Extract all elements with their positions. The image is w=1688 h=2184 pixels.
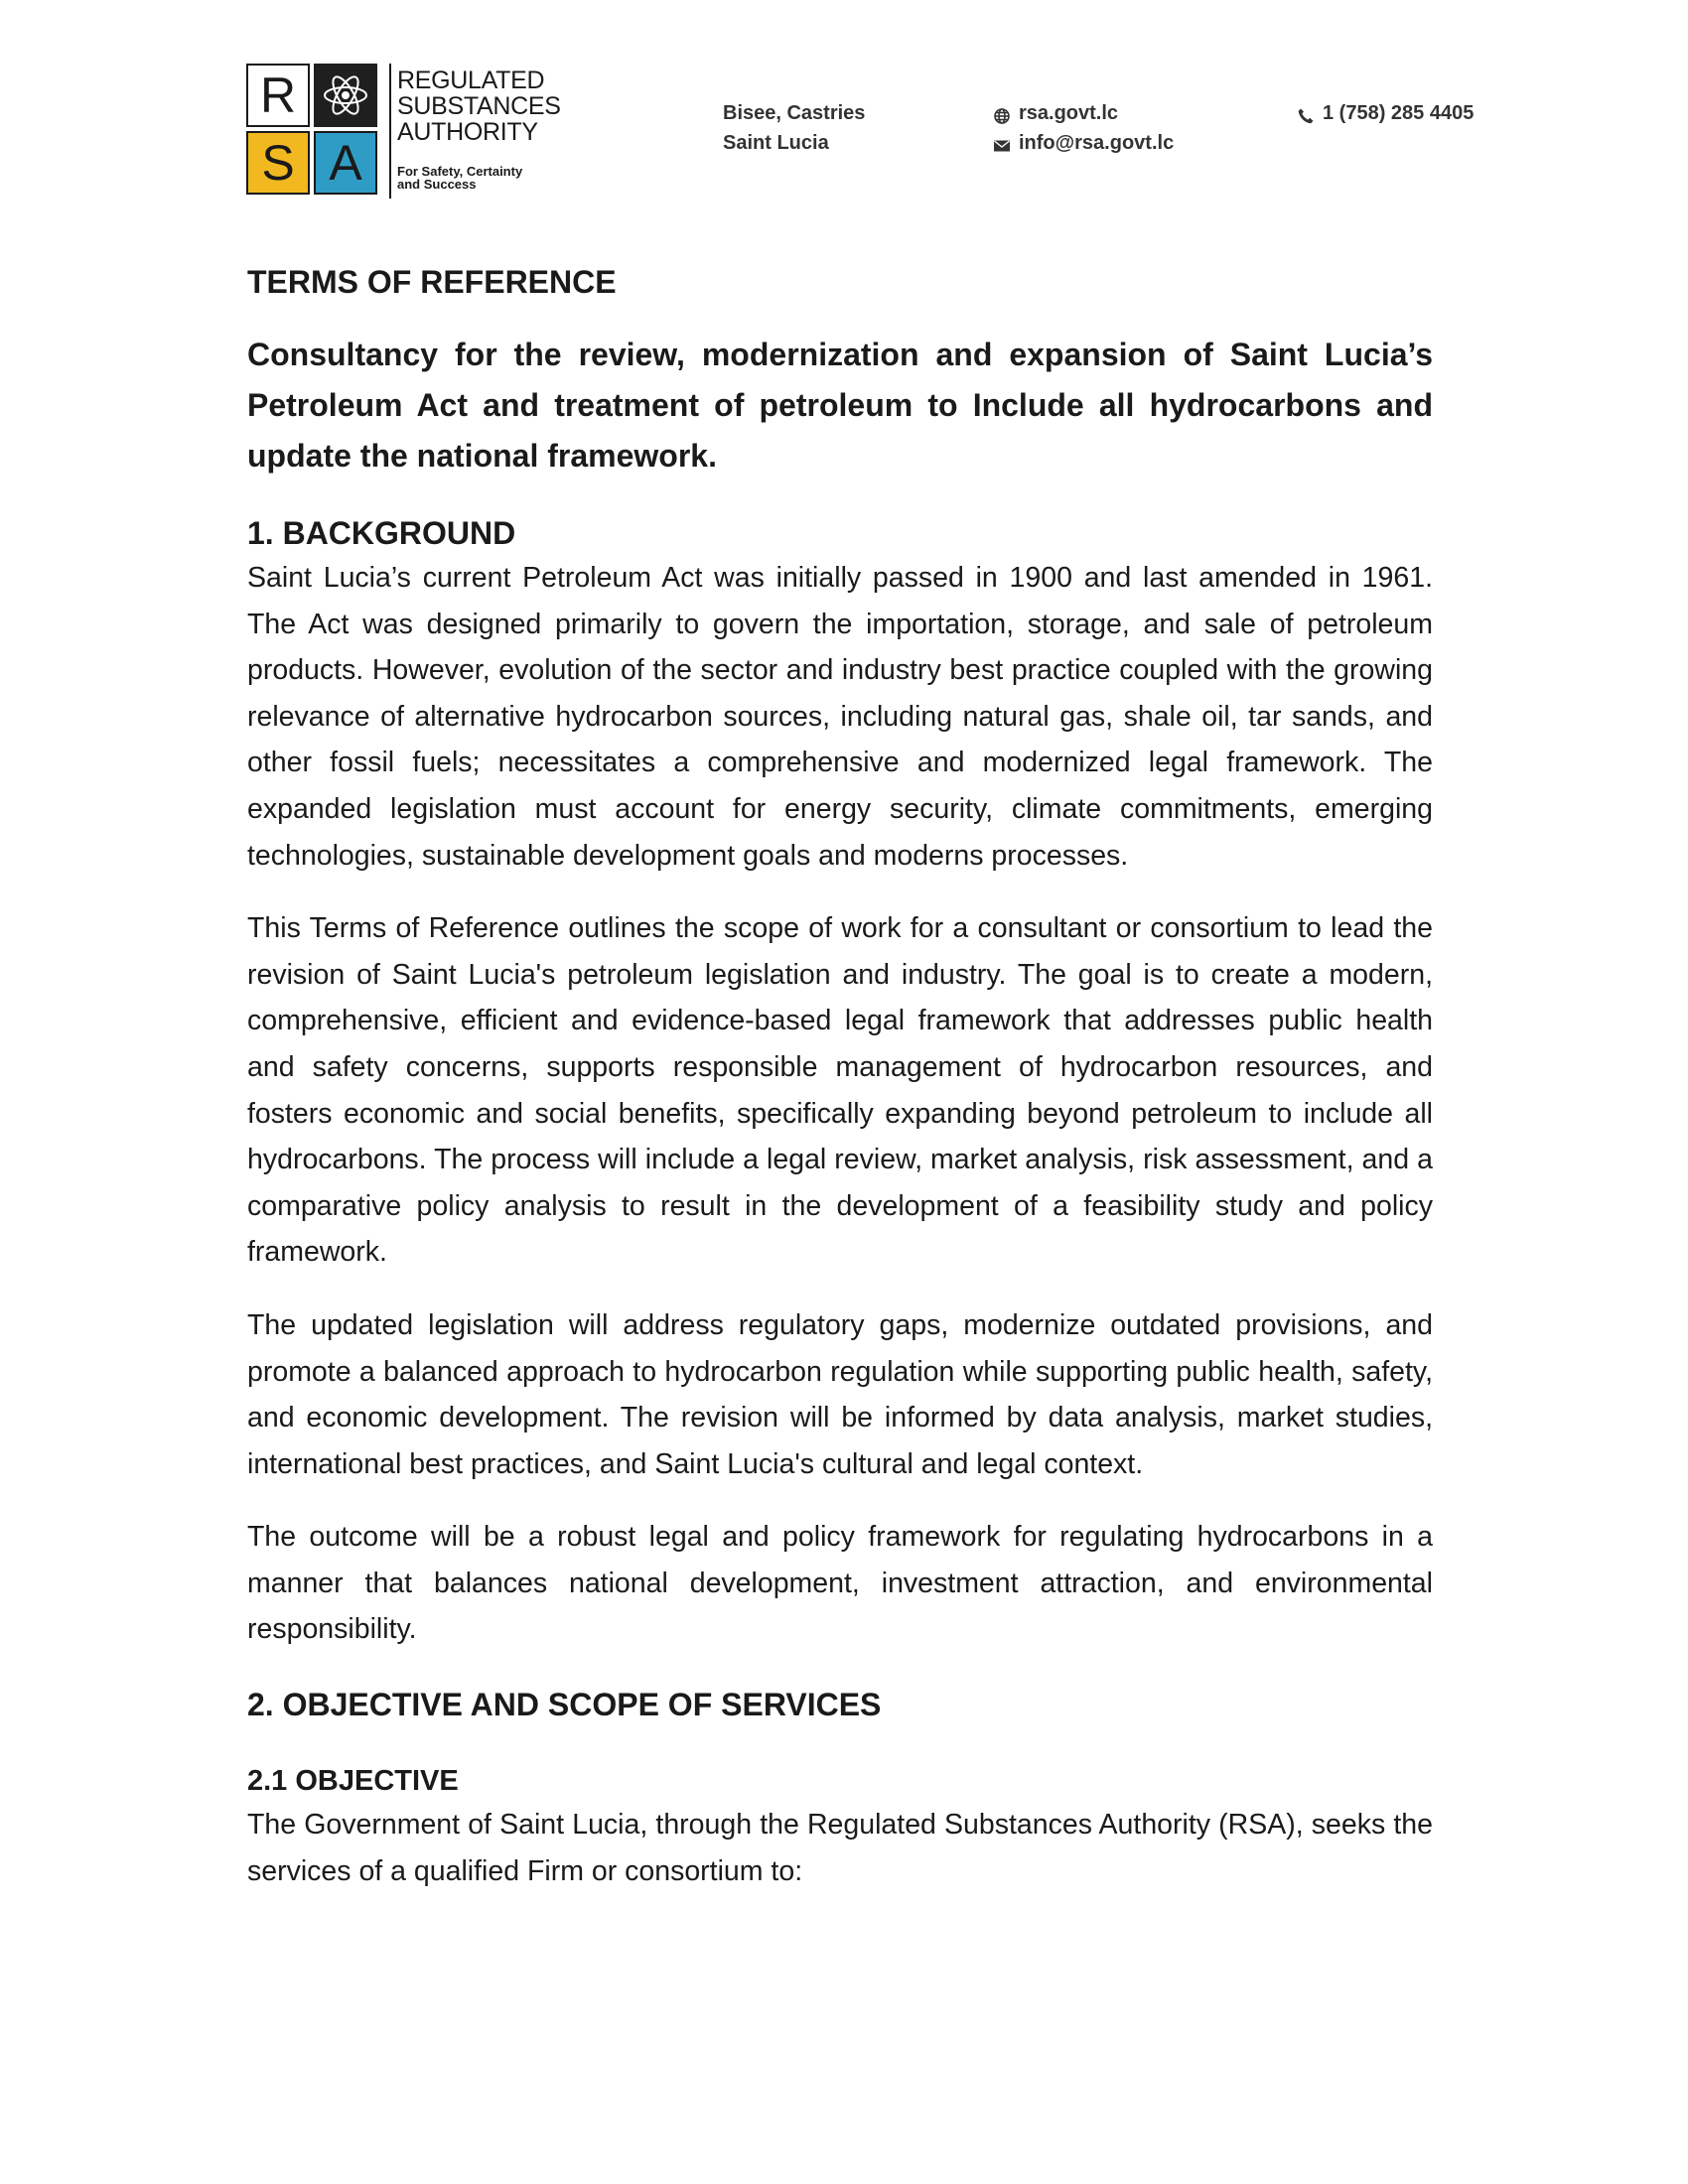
paragraph: The Government of Saint Lucia, through the Regulated Substances Authority (RSA), seeks the services of a qualified Firm or consortium to: — [247, 1809, 1433, 1887]
org-name-line: SUBSTANCES — [397, 92, 561, 120]
rsa-logo — [246, 64, 564, 199]
logo-letter-s: S — [246, 131, 310, 195]
logo-letter-r: R — [246, 64, 310, 127]
phone-row[interactable] — [1297, 98, 1474, 128]
globe-icon — [993, 104, 1011, 122]
org-name-line: REGULATED — [397, 67, 545, 94]
email-row[interactable] — [993, 128, 1174, 158]
document-title: TERMS OF REFERENCE — [247, 264, 617, 300]
address-line: Bisee, Castries — [723, 102, 866, 124]
paragraph: This Terms of Reference outlines the scope of work for a consultant or consortium to lead the revision of Saint Lucia's petroleum legislation and industry. The goal is to create a modern, comprehensive, efficient and evidence-based legal framework that addresses public health and safety concerns, supports responsible management of hydrocarbon resources, and fosters economic and social benefits, specifically expanding beyond petroleum to include all hydrocarbons. The process will include a legal review, market analysis, risk assessment, and a comparative policy analysis to result in the development of a feasibility study and policy framework. — [247, 912, 1433, 1269]
section-heading: 2. OBJECTIVE AND SCOPE OF SERVICES — [247, 1687, 882, 1723]
paragraph: The outcome will be a robust legal and policy framework for regulating hydrocarbons in a manner that balances national development, investment attraction, and environmental responsibility. — [247, 1521, 1433, 1646]
background-section — [247, 511, 1433, 1653]
website-row[interactable] — [993, 98, 1174, 128]
address-line: Saint Lucia — [723, 132, 829, 154]
document-subtitle: Consultancy for the review, modernization and expansion of Saint Lucia’s Petroleum Act and treatment of petroleum to Include all hydrocarbons and update the national framework. — [247, 337, 1433, 474]
letterhead — [0, 0, 1688, 218]
envelope-icon — [993, 134, 1011, 152]
phone-icon — [1297, 104, 1315, 122]
document-body — [247, 260, 1433, 1894]
org-name — [397, 68, 561, 145]
subsection-heading: 2.1 OBJECTIVE — [247, 1765, 459, 1798]
email-link[interactable]: info@rsa.govt.lc — [1019, 132, 1175, 154]
objective-section — [247, 1683, 1433, 1894]
paragraph: Saint Lucia’s current Petroleum Act was initially passed in 1900 and last amended in 1961. The Act was designed primarily to govern the importation, storage, and sale of petroleum products. However, evolution of the sector and industry best practice coupled with the growing relevance of alternative hydrocarbon sources, including natural gas, shale oil, tar sands, and other fossil fuels; necessitates a comprehensive and modernized legal framework. The expanded legislation must account for energy security, climate commitments, emerging technologies, sustainable development goals and moderns processes. — [247, 562, 1433, 872]
phone-block — [1297, 98, 1474, 128]
website-link[interactable]: rsa.govt.lc — [1019, 102, 1119, 124]
logo-divider — [389, 64, 391, 199]
atom-icon — [314, 64, 377, 127]
org-tagline: For Safety, Certainty and Success — [397, 164, 523, 192]
logo-letter-a: A — [314, 131, 377, 195]
org-name-line: AUTHORITY — [397, 118, 538, 146]
web-contact-block — [993, 98, 1174, 158]
logo-grid — [246, 64, 381, 199]
address-block — [723, 98, 865, 158]
paragraph: The updated legislation will address regulatory gaps, modernize outdated provisions, and promote a balanced approach to hydrocarbon regulation while supporting public health, safety, and economic development. The revision will be informed by data analysis, market studies, international best practices, and Saint Lucia's cultural and legal context. — [247, 1308, 1433, 1480]
section-heading: 1. BACKGROUND — [247, 515, 516, 551]
phone-number[interactable]: 1 (758) 285 4405 — [1323, 102, 1475, 124]
